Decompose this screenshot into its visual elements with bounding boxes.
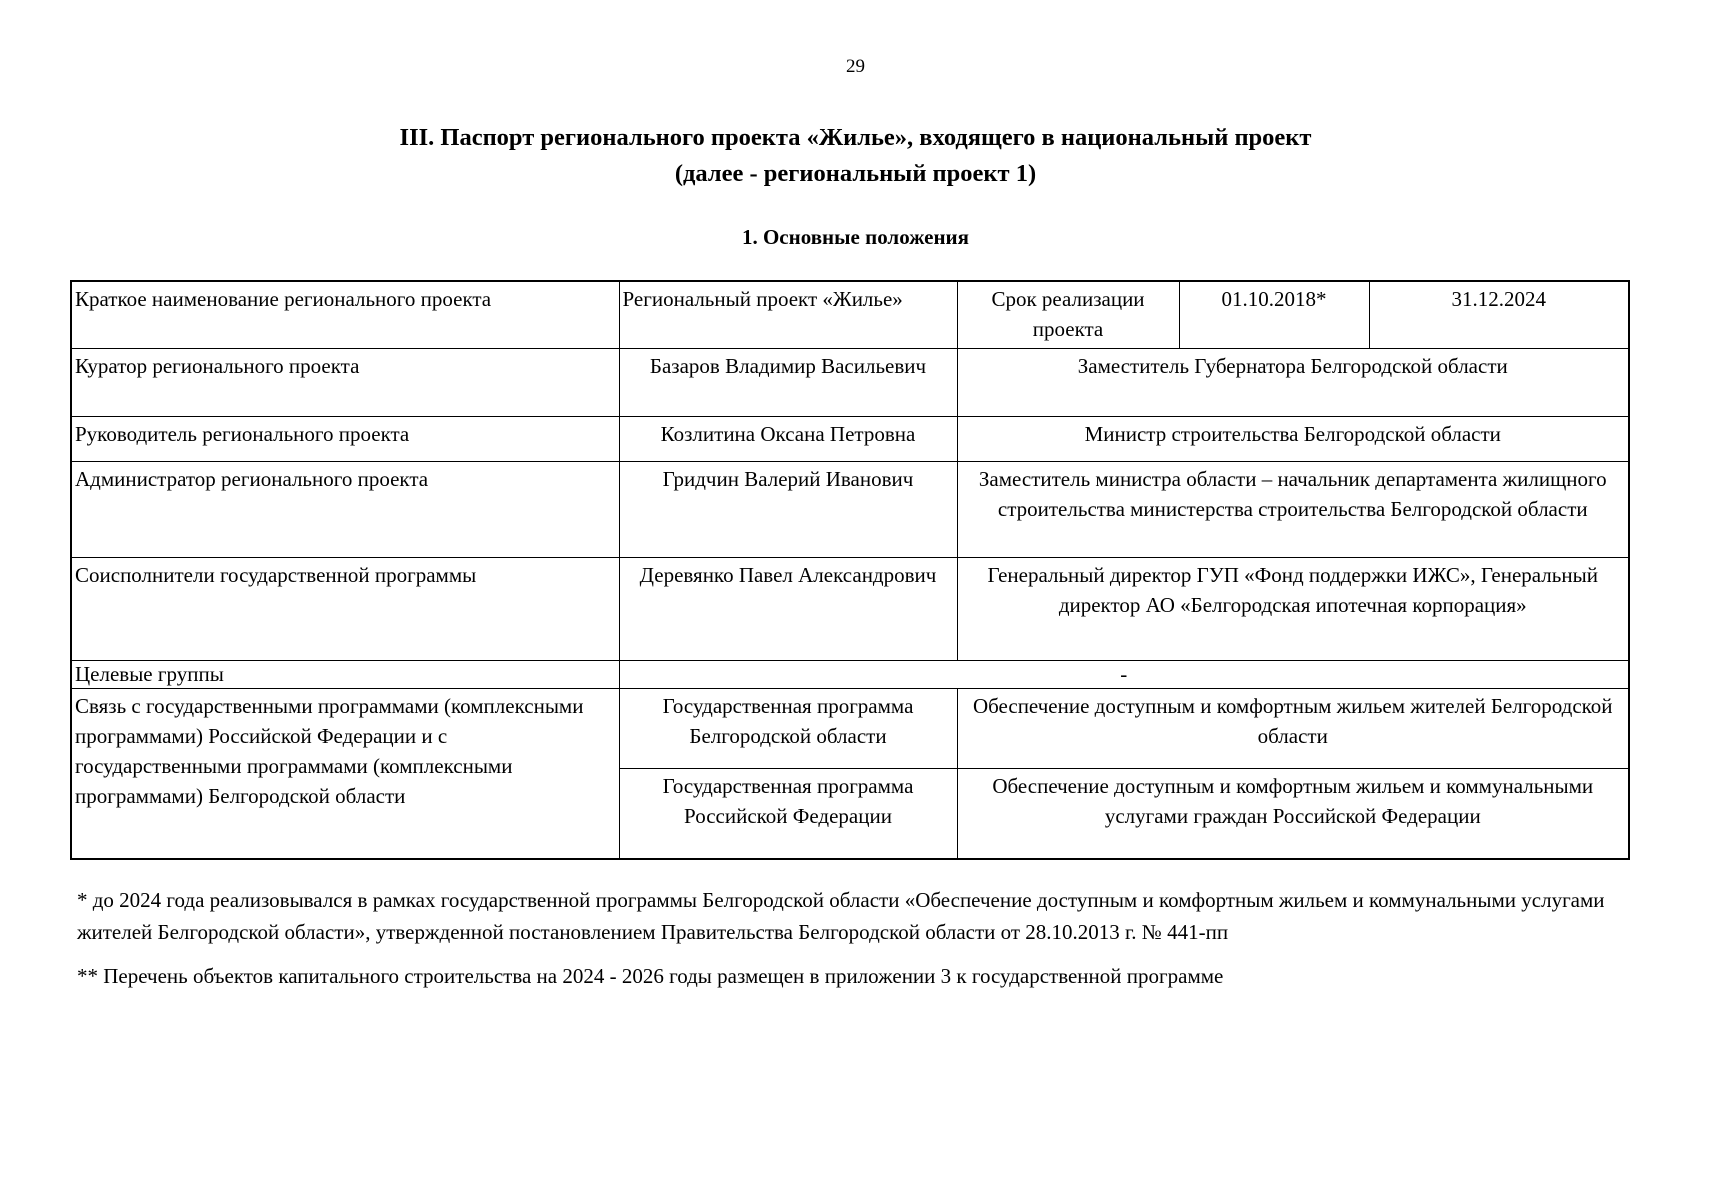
administrator-name: Гридчин Валерий Иванович bbox=[619, 462, 957, 558]
curator-position: Заместитель Губернатора Белгородской области bbox=[957, 349, 1629, 417]
footnotes bbox=[77, 884, 1637, 1004]
section-title: 1. Основные положения bbox=[741, 225, 970, 249]
document-title bbox=[0, 120, 1711, 192]
short-name-value: Региональный проект «Жилье» bbox=[619, 281, 957, 349]
page-number: 29 bbox=[846, 56, 865, 77]
table-row bbox=[71, 558, 1629, 661]
coexecutors-label: Соисполнители государственной программы bbox=[71, 558, 619, 661]
head-name: Козлитина Оксана Петровна bbox=[619, 417, 957, 462]
administrator-label: Администратор регионального проекта bbox=[71, 462, 619, 558]
table-row bbox=[71, 417, 1629, 462]
footnote-1: * до 2024 года реализовывался в рамках государственной программы Белгородской области «Обеспечение доступным и комфортным жильем и коммунальными услугами жителей Белгородской области», утвержденной постановлением Правительства Белгородской области от 28.10.2013 г. № 441-пп bbox=[77, 888, 1605, 944]
curator-label: Куратор регионального проекта bbox=[71, 349, 619, 417]
short-name-label: Краткое наименование регионального проекта bbox=[71, 281, 619, 349]
target-groups-value: - bbox=[619, 661, 1629, 689]
curator-name: Базаров Владимир Васильевич bbox=[619, 349, 957, 417]
program-2-type: Государственная программа Российской Федерации bbox=[619, 769, 957, 859]
target-groups-label: Целевые группы bbox=[71, 661, 619, 689]
period-start: 01.10.2018* bbox=[1179, 281, 1369, 349]
title-line-1: III. Паспорт регионального проекта «Жилье», входящего в национальный проект bbox=[399, 124, 1312, 151]
table-row bbox=[71, 462, 1629, 558]
title-line-2: (далее - региональный проект 1) bbox=[674, 160, 1037, 187]
period-end: 31.12.2024 bbox=[1369, 281, 1629, 349]
project-passport-table bbox=[70, 280, 1630, 860]
coexecutors-name: Деревянко Павел Александрович bbox=[619, 558, 957, 661]
table-row bbox=[71, 689, 1629, 769]
program-2-name: Обеспечение доступным и комфортным жильем и коммунальными услугами граждан Российской Федерации bbox=[957, 769, 1629, 859]
administrator-position: Заместитель министра области – начальник департамента жилищного строительства министерства строительства Белгородской области bbox=[957, 462, 1629, 558]
table-row bbox=[71, 661, 1629, 689]
programs-link-label: Связь с государственными программами (комплексными программами) Российской Федерации и с государственными программами (комплексными программами) Белгородской области bbox=[71, 689, 619, 859]
program-1-type: Государственная программа Белгородской области bbox=[619, 689, 957, 769]
head-position: Министр строительства Белгородской области bbox=[957, 417, 1629, 462]
coexecutors-position: Генеральный директор ГУП «Фонд поддержки ИЖС», Генеральный директор АО «Белгородская ипотечная корпорация» bbox=[957, 558, 1629, 661]
table-row bbox=[71, 281, 1629, 349]
period-label: Срок реализации проекта bbox=[957, 281, 1179, 349]
footnote-2: ** Перечень объектов капитального строительства на 2024 - 2026 годы размещен в приложении 3 к государственной программе bbox=[77, 964, 1224, 988]
table-row bbox=[71, 349, 1629, 417]
head-label: Руководитель регионального проекта bbox=[71, 417, 619, 462]
program-1-name: Обеспечение доступным и комфортным жильем жителей Белгородской области bbox=[957, 689, 1629, 769]
